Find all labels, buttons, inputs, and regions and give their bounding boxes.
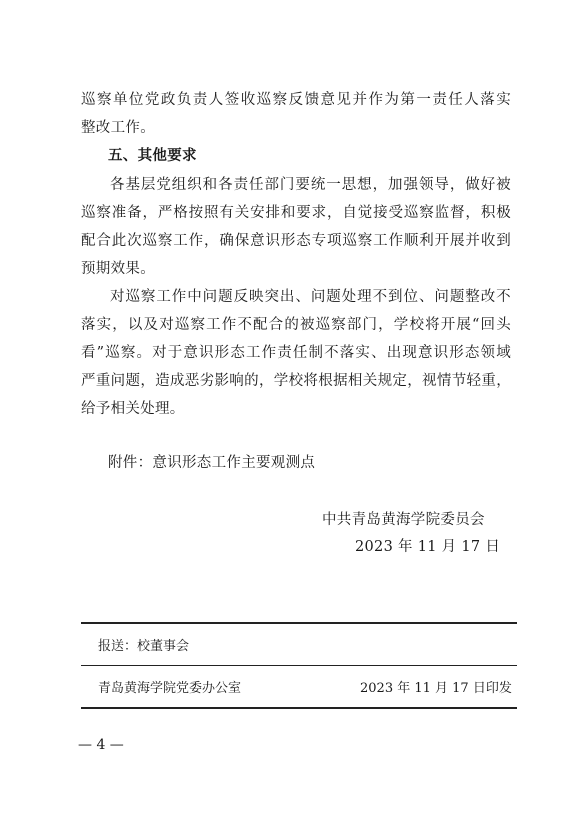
body-line: 对巡察工作中问题反映突出、问题处理不到位、问题整改不: [110, 289, 511, 305]
body-line: 严重问题，造成恶劣影响的，学校将根据相关规定，视情节轻重，: [81, 373, 511, 389]
signature-date: 2023 年 11 月 17 日: [355, 539, 501, 555]
body-line: 预期效果。: [81, 261, 155, 277]
body-line: 巡察准备，严格按照有关安排和要求，自觉接受巡察监督，积极: [81, 205, 511, 221]
page-number: — 4 —: [78, 737, 124, 753]
body-line: 整改工作。: [81, 120, 155, 136]
issuer-line: 青岛黄海学院党委办公室: [98, 681, 242, 696]
print-date: 2023 年 11 月 17 日印发: [360, 681, 512, 696]
footer-top-rule: [81, 622, 517, 624]
footer-bottom-rule: [81, 707, 517, 709]
body-line: 落实，以及对巡察工作不配合的被巡察部门，学校将开展“回头: [81, 317, 511, 333]
body-line: 各基层党组织和各责任部门要统一思想，加强领导，做好被: [110, 177, 511, 193]
attachment-line: 附件：意识形态工作主要观测点: [108, 455, 316, 471]
body-line: 看”巡察。对于意识形态工作责任制不落实、出现意识形态领域: [81, 345, 511, 361]
footer-middle-rule: [81, 665, 517, 666]
section-heading: 五、其他要求: [108, 148, 197, 164]
body-line: 巡察单位党政负责人签收巡察反馈意见并作为第一责任人落实: [81, 92, 511, 108]
body-line: 配合此次巡察工作，确保意识形态专项巡察工作顺利开展并收到: [81, 233, 511, 249]
cc-line: 报送：校董事会: [98, 639, 190, 654]
signature-org: 中共青岛黄海学院委员会: [322, 512, 485, 528]
body-line: 给予相关处理。: [81, 401, 185, 417]
